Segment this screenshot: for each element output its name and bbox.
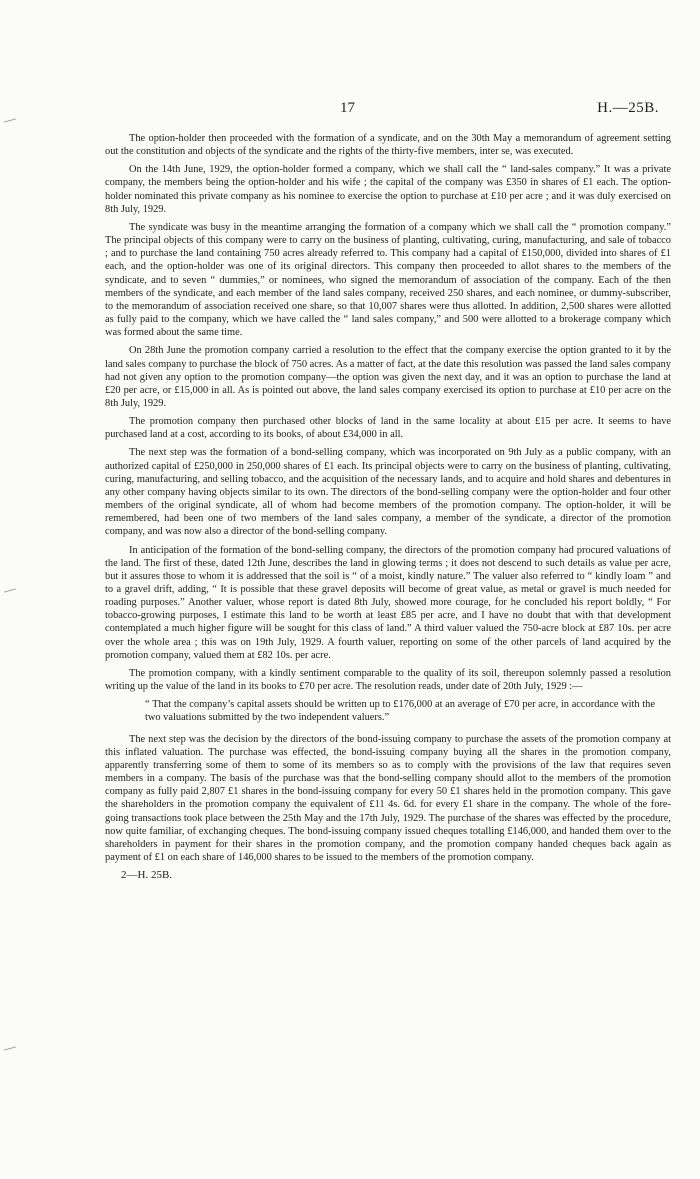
paragraph: The next step was the decision by the directors of the bond-issuing company to purchase the assets of the promotion company at this inflated valuation. The purchase was effected, the bond-issuing company buying all the shares in the promotion company, apparently transferring some of them to some of its members so as to comply with the provisions of the law that requires seven members in a company. The basis of the purchase was that the bond-selling company should allot to the members of the promotion company as fully paid 2,807 £1 shares in the bond-issuing company for every 50 £1 shares held in the promotion company. This gave the shareholders in the promotion company the equivalent of £11 4s. 6d. for every £1 share in the company. The whole of the fore-going transactions took place between the 25th May and the 17th July, 1929. The purchase of the shares was effected by the procedure, now quite familiar, of exchanging cheques. The bond-issuing company issued cheques totalling £146,000, and handed them over to the shareholders in payment for their shares in the promotion company, and the promotion company handed cheques back again as payment of £1 on each share of 146,000 shares to be issued to the members of the promotion company. <box>105 733 671 863</box>
paragraph: The next step was the formation of a bond-selling company, which was incorporated on 9th July as a public company, with an authorized capital of £250,000 in 250,000 shares of £1 each. Its principal objects were to carry on the business of planting, cultivating, curing, manufacturing, and selling tobacco, and the acquisition of the necessary lands, and to acquire and hold shares and debentures in any other company having objects similar to its own. The directors of the bond-selling company were the option-holder and four other members of the original syndicate, all of whom had become members of the promotion company. The option-holder, it will be remembered, had been one of two members of the land sales company, a member of the syndicate, a director of the promotion company, and was now also a director of the bond-selling company. <box>105 447 671 538</box>
margin-mark <box>4 588 16 592</box>
resolution-quote <box>105 698 671 724</box>
document-reference: H.—25B. <box>597 100 659 116</box>
margin-mark <box>4 1046 16 1050</box>
paragraph: On 28th June the promotion company carried a resolution to the effect that the company exercise the option granted to it by the land sales company to purchase the block of 750 acres. As a matter of fact, at the date this resolution was passed the land sales company had not given any option to the promotion company—the option was given the next day, and it was an option to purchase the land at £20 per acre, or £15,000 in all. As is pointed out above, the land sales company exercised its option to purchase at £10 per acre on the 8th July, 1929. <box>105 345 671 409</box>
paragraph: The option-holder then proceeded with the formation of a syndicate, and on the 30th May a memorandum of agreement setting out the constitution and objects of the syndicate and the rights of the thirty-five members, inter se, was executed. <box>105 133 671 158</box>
paragraph: The syndicate was busy in the meantime arranging the formation of a company which we shall call the “ promotion company.” The principal objects of this company were to carry on the business of planting, cultivating, curing, manufacturing, and sale of tobacco ; and to purchase the land containing 750 acres already referred to. This company had a capital of £150,000, divided into shares of £1 each, and the option-holder was one of its original directors. This company then proceeded to allot shares to the members of the syndicate, and to seven “ dummies,” or nominees, who signed the memorandum of association of the company. Each of the then members of the syndicate, and each member of the land sales company, received 250 shares, and each nominee, or dummy-subscriber, to the memorandum of association received one share, so that 10,007 shares were thus allotted. In addition, 2,500 shares were allotted as fully paid to the company, which we have called the “ land sales company,” and 500 were allotted to a brokerage company which was formed about the same time. <box>105 221 671 339</box>
body-text <box>105 132 671 882</box>
paragraph: The promotion company, with a kindly sentiment comparable to the quality of its soil, thereupon solemnly passed a resolution writing up the value of the land in its books to £70 per acre. The resolution reads, under date of 20th July, 1929 :— <box>105 667 671 693</box>
paragraph: In anticipation of the formation of the bond-selling company, the directors of the promotion company had procured valuations of the land. The first of these, dated 12th June, describes the land in glowing terms ; it does not descend to such details as value per acre, but it assures those to whom it is addressed that the soil is “ of a moist, kindly nature.” The valuer also referred to “ kindly loam ” and to a gravel drift, adding, “ It is possible that these gravel deposits will become of great value, as metal or gravel is much needed for roading purposes.” Another valuer, whose report is dated 8th July, showed more courage, for he concluded his report boldly, “ For tobacco-growing purposes, I estimate this land to be worth at least £85 per acre, and I have no doubt that with that development contemplated a much higher figure will be sought for this class of land.” A third valuer valued the 750-acre block at £87 10s. per acre over the whole area ; this was on 19th July, 1929. A fourth valuer, reporting on some of the other parcels of land acquired by the promotion company, valued them at £82 10s. per acre. <box>105 544 671 661</box>
page-number: 17 <box>340 100 355 116</box>
quote-text: “ That the company’s capital assets should be written up to £176,000 at an average of £70 per acre, in accordance with the two valuations submitted by the two independent valuers.” <box>145 699 655 724</box>
paragraph: On the 14th June, 1929, the option-holder formed a company, which we shall call the “ land-sales company.” It was a private company, the members being the option-holder and his wife ; the capital of the company was £350 in shares of £1 each. The option-holder nominated this private company as his nominee to exercise the option to purchase at £10 per acre ; and it was duly exercised on 8th July, 1929. <box>105 164 671 215</box>
signature-reference: 2—H. 25B. <box>121 869 173 882</box>
page-header <box>0 100 700 120</box>
paragraph: The promotion company then purchased other blocks of land in the same locality at about £15 per acre. It seems to have purchased land at a cost, according to its books, of about £34,000 in all. <box>105 416 671 441</box>
